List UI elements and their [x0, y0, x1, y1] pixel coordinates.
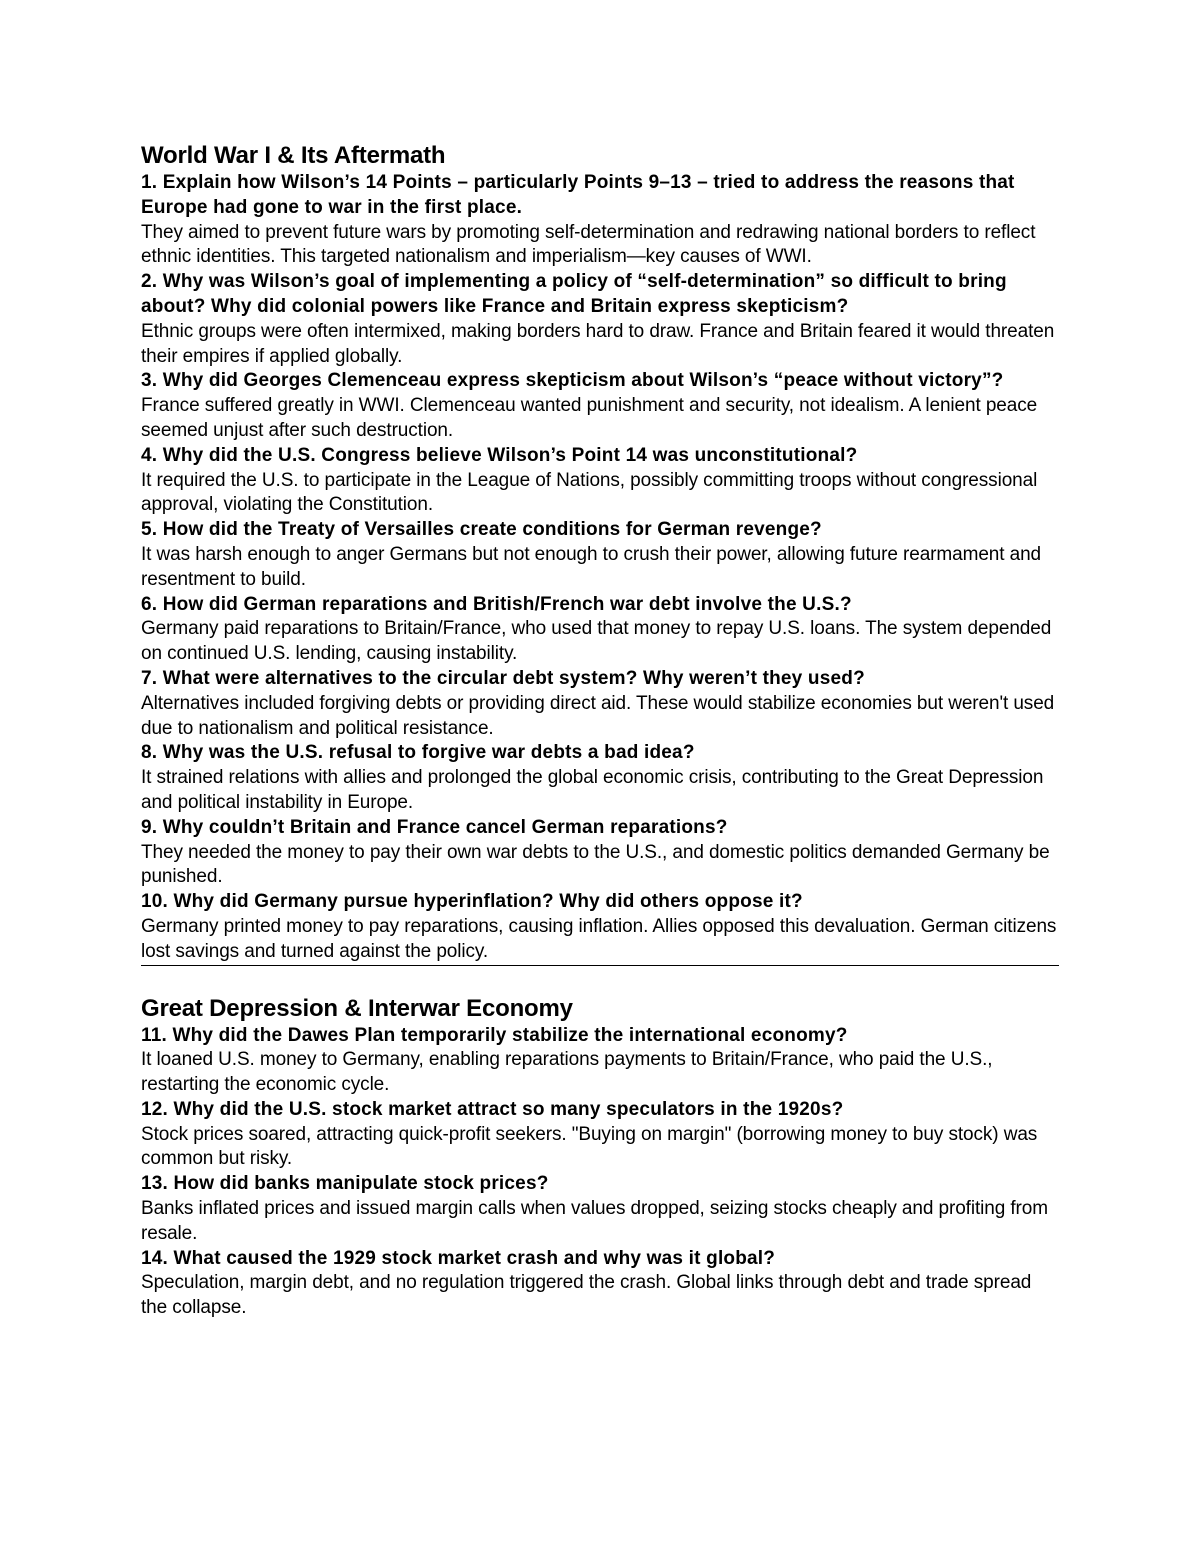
answer-text: It was harsh enough to anger Germans but not enough to crush their power, allowing future rearmament and resentment to build.	[141, 543, 1042, 590]
question-text: 2. Why was Wilson’s goal of implementing a policy of “self-determination” so difficult to bring about? Why did colonial powers like France and Britain express skepticism?	[141, 271, 1007, 317]
section-world-war-i	[141, 141, 1059, 966]
answer-text: They aimed to prevent future wars by promoting self-determination and redrawing national borders to reflect ethnic identities. This targeted nationalism and imperialism—key causes of WWI.	[141, 221, 1036, 268]
question-text: 4. Why did the U.S. Congress believe Wilson’s Point 14 was unconstitutional?	[141, 444, 858, 466]
qa-item	[141, 593, 1059, 667]
question-text: 10. Why did Germany pursue hyperinflation? Why did others oppose it?	[141, 891, 803, 913]
qa-item	[141, 1247, 1059, 1321]
qa-item	[141, 369, 1059, 443]
answer-text: Banks inflated prices and issued margin calls when values dropped, seizing stocks cheaply and profiting from resale.	[141, 1198, 1048, 1244]
answer-text: France suffered greatly in WWI. Clemenceau wanted punishment and security, not idealism. A lenient peace seemed unjust after such destruction.	[141, 395, 1038, 441]
answer-text: Stock prices soared, attracting quick-profit seekers. "Buying on margin" (borrowing money to buy stock) was common but risky.	[141, 1123, 1038, 1170]
question-text: 6. How did German reparations and British/French war debt involve the U.S.?	[141, 593, 852, 615]
qa-item	[141, 816, 1059, 890]
qa-item	[141, 1098, 1059, 1172]
qa-item	[141, 1172, 1059, 1246]
answer-text: Speculation, margin debt, and no regulation triggered the crash. Global links through debt and trade spread the collapse.	[141, 1272, 1032, 1319]
question-text: 8. Why was the U.S. refusal to forgive war debts a bad idea?	[141, 742, 695, 764]
answer-text: Germany printed money to pay reparations, causing inflation. Allies opposed this devaluation. German citizens lost savings and turned against the policy.	[141, 915, 1057, 962]
section-title: Great Depression & Interwar Economy	[141, 994, 573, 1022]
question-text: 11. Why did the Dawes Plan temporarily stabilize the international economy?	[141, 1024, 848, 1046]
answer-text: Ethnic groups were often intermixed, making borders hard to draw. France and Britain feared it would threaten their empires if applied globally.	[141, 320, 1055, 367]
qa-item	[141, 444, 1059, 518]
question-text: 12. Why did the U.S. stock market attract so many speculators in the 1920s?	[141, 1098, 844, 1120]
question-text: 14. What caused the 1929 stock market crash and why was it global?	[141, 1247, 776, 1269]
question-text: 13. How did banks manipulate stock prices?	[141, 1173, 549, 1195]
document-page	[141, 141, 1059, 1321]
answer-text: They needed the money to pay their own war debts to the U.S., and domestic politics demanded Germany be punished.	[141, 841, 1050, 888]
question-text: 7. What were alternatives to the circular debt system? Why weren’t they used?	[141, 667, 865, 689]
qa-item	[141, 1024, 1059, 1098]
qa-item	[141, 741, 1059, 815]
question-text: 9. Why couldn’t Britain and France cancel German reparations?	[141, 816, 728, 838]
answer-text: It loaned U.S. money to Germany, enabling reparations payments to Britain/France, who paid the U.S., restarting the economic cycle.	[141, 1049, 993, 1096]
answer-text: Alternatives included forgiving debts or providing direct aid. These would stabilize economies but weren't used due to nationalism and political resistance.	[141, 692, 1055, 739]
qa-item	[141, 171, 1059, 270]
qa-item	[141, 518, 1059, 592]
answer-text: Germany paid reparations to Britain/France, who used that money to repay U.S. loans. The system depended on continued U.S. lending, causing instability.	[141, 618, 1052, 665]
section-title: World War I & Its Aftermath	[141, 142, 446, 169]
qa-item	[141, 667, 1059, 741]
qa-item	[141, 270, 1059, 369]
answer-text: It required the U.S. to participate in the League of Nations, possibly committing troops without congressional approval, violating the Constitution.	[141, 469, 1038, 516]
qa-item	[141, 890, 1059, 964]
question-text: 5. How did the Treaty of Versailles create conditions for German revenge?	[141, 519, 822, 541]
question-text: 1. Explain how Wilson’s 14 Points – particularly Points 9–13 – tried to address the reasons that Europe had gone to war in the first place.	[141, 172, 1015, 218]
answer-text: It strained relations with allies and prolonged the global economic crisis, contributing to the Great Depression and political instability in Europe.	[141, 767, 1044, 813]
section-great-depression	[141, 994, 1059, 1322]
question-text: 3. Why did Georges Clemenceau express skepticism about Wilson’s “peace without victory”?	[141, 370, 1004, 392]
